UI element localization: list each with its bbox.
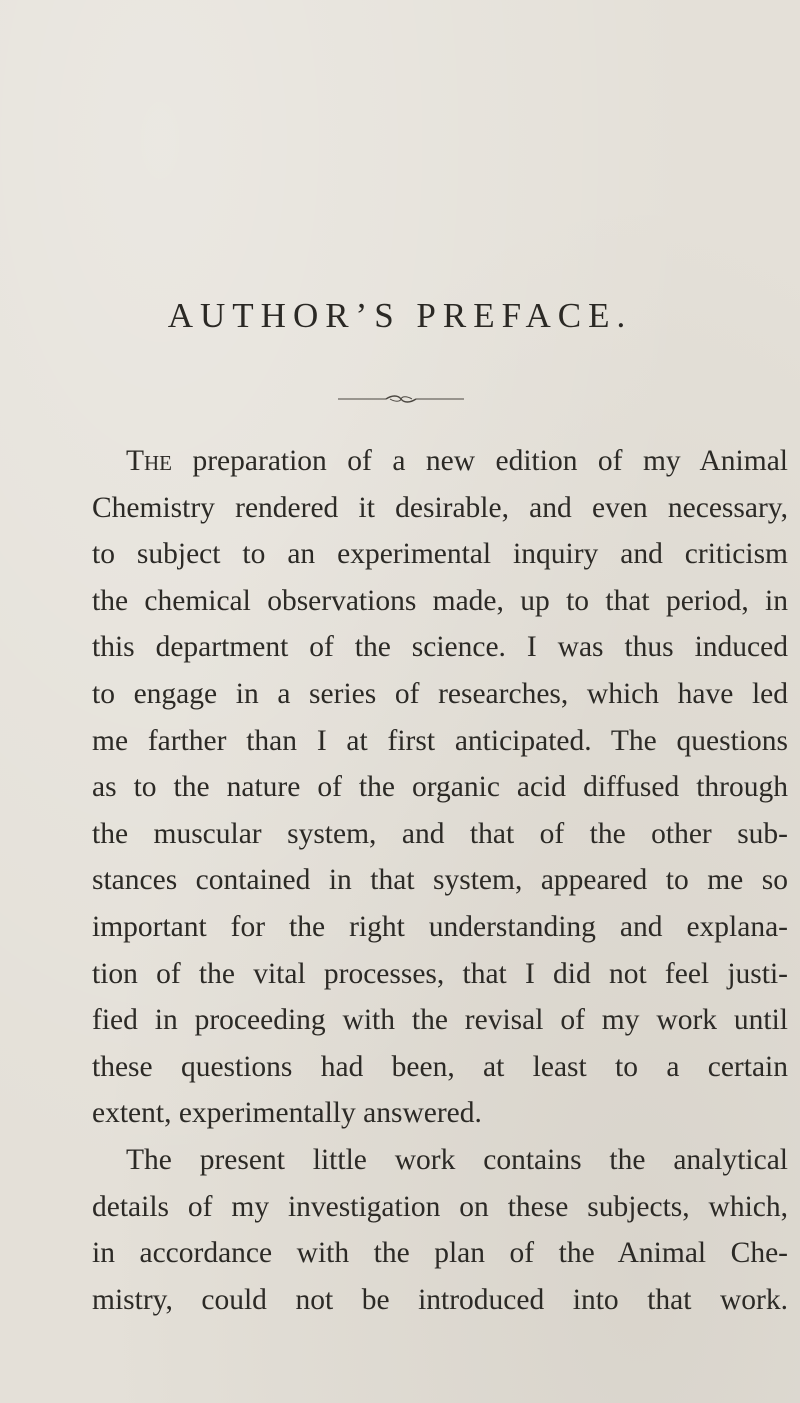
paragraph-lead-word: The (126, 445, 173, 477)
text-line: to engage in a series of researches, which have led (92, 677, 788, 710)
text-line: extent, experimentally answered. (92, 1097, 482, 1130)
text-line: details of my investigation on these subjects, which, (92, 1190, 788, 1223)
text-line: the muscular system, and that of the other sub- (92, 817, 788, 850)
text-line: me farther than I at first anticipated. The questions (92, 724, 788, 757)
text-line: Chemistry rendered it desirable, and even necessary, (92, 491, 788, 524)
text-line: fied in proceeding with the revisal of my work until (92, 1004, 788, 1037)
title-rule-ornament (338, 394, 464, 404)
text-line: these questions had been, at least to a certain (92, 1050, 788, 1083)
preface-body (92, 438, 788, 1323)
text-line: mistry, could not be introduced into that work. (92, 1283, 788, 1316)
text-line: to subject to an experimental inquiry and criticism (92, 538, 788, 571)
text-line: important for the right understanding and explana- (92, 910, 788, 943)
text-line: this department of the science. I was thus induced (92, 631, 788, 664)
text-line: tion of the vital processes, that I did not feel justi- (92, 957, 788, 990)
text-line: The present little work contains the analytical (126, 1143, 788, 1176)
text-line: the chemical observations made, up to that period, in (92, 584, 788, 617)
text-line: in accordance with the plan of the Animal Che- (92, 1237, 788, 1270)
text-line: as to the nature of the organic acid diffused through (92, 771, 788, 804)
text-line: stances contained in that system, appeared to me so (92, 864, 788, 897)
text-line: The preparation of a new edition of my Animal (126, 445, 788, 477)
page-title: AUTHOR’S PREFACE. (167, 296, 633, 335)
